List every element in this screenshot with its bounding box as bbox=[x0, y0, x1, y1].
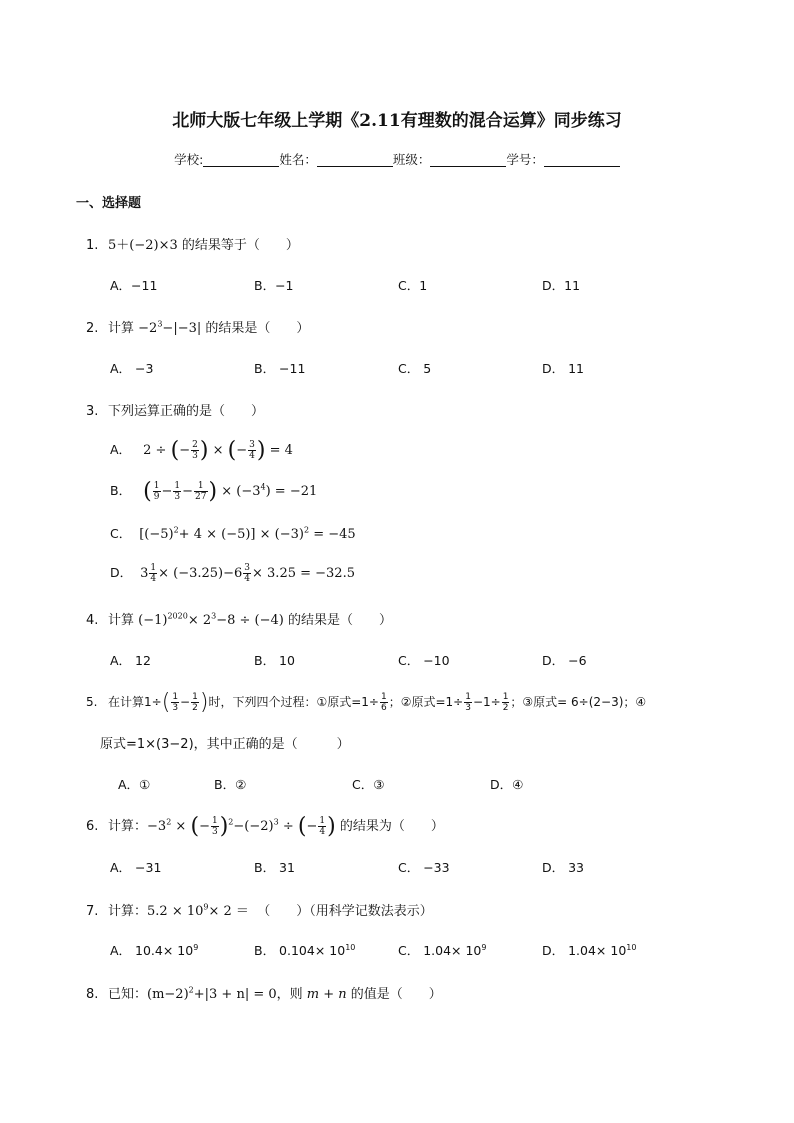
expr-part: 1÷ bbox=[144, 695, 162, 709]
question-4 bbox=[86, 609, 392, 628]
fraction: $\frac{1}{2}$ bbox=[502, 692, 509, 713]
expr-part: ÷ bbox=[282, 819, 294, 834]
question-6: 6. 计算：$-3^2$ × (− $\frac{1}{3}$ )$^2-(-2)^3$ ÷ (− $\frac{1}{4}$ ) 的结果为（ ） bbox=[86, 814, 444, 839]
option-b[interactable]: B．② bbox=[214, 777, 247, 792]
option-c[interactable]: C．③ bbox=[352, 777, 385, 792]
option-b[interactable] bbox=[254, 941, 355, 959]
question-8 bbox=[86, 983, 442, 1002]
expr-exp: 9 bbox=[203, 902, 209, 912]
option-a[interactable]: A． 2 ÷ (− $\frac{2}{3}$ ) × (− $\frac{3}{4}$ ) = 4 bbox=[110, 438, 293, 463]
question-number: 7. bbox=[86, 904, 99, 919]
expr-exp: 3 bbox=[157, 319, 163, 329]
question-pre: 计算： bbox=[108, 819, 148, 834]
option-b[interactable]: B．−1 bbox=[254, 278, 294, 293]
expr-rest: −|−3| bbox=[162, 321, 202, 336]
school-label: 学校: bbox=[174, 152, 204, 167]
expr-part: [(−5) bbox=[139, 527, 174, 542]
fraction: $\frac{1}{3}$ bbox=[465, 692, 471, 713]
option-a[interactable]: A．−11 bbox=[110, 278, 158, 293]
fraction: $\frac{1}{9}$ bbox=[153, 481, 160, 502]
option-a[interactable]: A． 12 bbox=[110, 653, 151, 668]
question-5-line2: 原式=1×(3−2)，其中正确的是（ ） bbox=[100, 737, 350, 752]
fraction: $\frac{1}{27}$ bbox=[195, 481, 207, 502]
fraction: $\frac{1}{6}$ bbox=[380, 692, 387, 713]
expr-exp: 2 bbox=[303, 525, 310, 535]
expr-part: × bbox=[175, 819, 187, 834]
option-letter: C． bbox=[110, 526, 132, 541]
expr-part: = −45 bbox=[313, 527, 356, 542]
question-number: 6. bbox=[86, 819, 99, 834]
option-b[interactable]: B． 31 bbox=[254, 860, 295, 875]
expr-part: × 3.25 = −32.5 bbox=[252, 566, 355, 581]
expr-exp: 2 bbox=[173, 525, 179, 535]
expr-part: 2 ÷ bbox=[143, 443, 167, 458]
fraction: $\frac{1}{3}$ bbox=[172, 692, 179, 713]
option-b[interactable]: B． −11 bbox=[254, 361, 306, 376]
option-d[interactable]: D． −6 bbox=[542, 653, 587, 668]
option-a[interactable]: A． −31 bbox=[110, 860, 162, 875]
question-text: −1÷ bbox=[472, 695, 501, 709]
expr-part: 3 bbox=[140, 566, 149, 581]
option-text: D． 1.04× 10 bbox=[542, 943, 627, 958]
expr-part: × (−3 bbox=[221, 484, 261, 499]
expr-exp: 3 bbox=[211, 611, 217, 621]
name-label: 姓名： bbox=[279, 152, 317, 167]
id-label: 学号： bbox=[506, 152, 544, 167]
expr-part: × bbox=[212, 443, 224, 458]
question-pre: 计算 bbox=[108, 321, 135, 336]
option-letter: A． bbox=[110, 442, 132, 457]
option-d[interactable] bbox=[542, 941, 636, 959]
option-a[interactable] bbox=[110, 941, 198, 959]
expr-part: × 2 ＝ bbox=[208, 904, 249, 919]
option-text: A． 10.4× 10 bbox=[110, 943, 194, 958]
option-exp: 9 bbox=[193, 942, 199, 952]
option-a[interactable]: A．① bbox=[118, 777, 151, 792]
expr-part: ) = −21 bbox=[265, 484, 318, 499]
question-text: ；②原式=1÷ bbox=[388, 695, 464, 709]
expr-part: m + n bbox=[306, 987, 347, 1002]
question-number: 5. bbox=[86, 695, 98, 709]
school-blank[interactable] bbox=[203, 152, 279, 167]
option-d[interactable]: D．④ bbox=[490, 777, 524, 792]
expr-part: × (−3.25)−6 bbox=[158, 566, 243, 581]
option-b[interactable]: B． 10 bbox=[254, 653, 295, 668]
expr-base: −2 bbox=[138, 321, 158, 336]
option-c[interactable]: C．1 bbox=[398, 278, 428, 293]
question-2 bbox=[86, 317, 309, 336]
option-letter: B． bbox=[110, 483, 132, 498]
option-b[interactable]: B． ( $\frac{1}{9}$ − $\frac{1}{3}$ − $\frac{1}{27}$ ) × $(-3^4) = -21$ bbox=[110, 479, 318, 504]
expr-part: +|3 + n| = 0 bbox=[193, 987, 277, 1002]
name-blank[interactable] bbox=[317, 152, 393, 167]
student-info-line bbox=[0, 150, 794, 168]
fraction: $\frac{3}{4}$ bbox=[244, 563, 251, 584]
expr-exp: 2 bbox=[166, 817, 172, 827]
option-c[interactable]: C． −33 bbox=[398, 860, 450, 875]
expr-part: −3 bbox=[147, 819, 167, 834]
question-number: 1. bbox=[86, 238, 99, 253]
question-1 bbox=[86, 234, 299, 253]
question-5: 5. 在计算1÷( $\frac{1}{3}$ − $\frac{1}{2}$ )时，下列四个过程：①原式=1÷ $\frac{1}{6}$ ；②原式=1÷ $\frac{1}{3}$ −1÷ $\frac{1}{2}$ ；③原式= 6÷(2−3)；④ bbox=[86, 690, 647, 715]
question-3 bbox=[86, 400, 264, 419]
question-number: 4. bbox=[86, 613, 99, 628]
expr-part: −8 ÷ (−4) bbox=[216, 613, 284, 628]
id-blank[interactable] bbox=[544, 152, 620, 167]
option-text: B． 0.104× 10 bbox=[254, 943, 346, 958]
option-exp: 10 bbox=[626, 942, 637, 952]
question-text: （ ）（用科学记数法表示） bbox=[257, 904, 433, 919]
fraction: $\frac{1}{2}$ bbox=[192, 692, 198, 713]
question-pre: 在计算 bbox=[108, 695, 145, 709]
class-blank[interactable] bbox=[430, 152, 506, 167]
expr-exp: 3 bbox=[273, 817, 279, 827]
option-d[interactable]: D． 11 bbox=[542, 361, 585, 376]
fraction: $\frac{1}{3}$ bbox=[211, 816, 218, 837]
expr-part: (−1) bbox=[138, 613, 168, 628]
option-d[interactable]: D．11 bbox=[542, 278, 581, 293]
option-exp: 10 bbox=[345, 942, 356, 952]
fraction: $\frac{1}{3}$ bbox=[174, 481, 181, 502]
option-a[interactable]: A． −3 bbox=[110, 361, 154, 376]
question-text: 的结果是（ ） bbox=[205, 321, 310, 336]
option-d[interactable]: D． 33 bbox=[542, 860, 585, 875]
expr-part: 5.2 × 10 bbox=[147, 904, 204, 919]
class-label: 班级： bbox=[392, 152, 431, 167]
fraction: $\frac{2}{3}$ bbox=[192, 440, 198, 461]
option-exp: 9 bbox=[481, 942, 487, 952]
expr-exp: 4 bbox=[260, 482, 266, 492]
fraction: $\frac{3}{4}$ bbox=[249, 440, 255, 461]
question-text: ；③原式= 6÷(2−3)；④ bbox=[510, 695, 647, 709]
fraction: $\frac{1}{4}$ bbox=[319, 816, 326, 837]
question-text: 时，下列四个过程：①原式=1÷ bbox=[208, 695, 379, 709]
option-letter: D． bbox=[110, 565, 133, 580]
expr-part: + 4 × (−5)] × (−3) bbox=[178, 527, 304, 542]
option-d[interactable] bbox=[110, 563, 355, 584]
expr-part: (m−2) bbox=[147, 987, 189, 1002]
expr-exp: 2 bbox=[228, 817, 234, 827]
question-7 bbox=[86, 900, 433, 919]
expr-part: = 4 bbox=[269, 443, 293, 458]
option-text: C． 1.04× 10 bbox=[398, 943, 482, 958]
expr-exp: 2020 bbox=[167, 611, 188, 621]
section-title: 一、选择题 bbox=[76, 196, 142, 211]
question-text: 的结果等于（ ） bbox=[181, 238, 299, 253]
option-c[interactable]: C． 5 bbox=[398, 361, 432, 376]
expr-exp: 2 bbox=[188, 985, 194, 995]
question-text: ，则 bbox=[276, 987, 303, 1002]
question-pre: 计算 bbox=[108, 613, 135, 628]
question-pre: 计算： bbox=[108, 904, 148, 919]
question-text: 的结果为（ ） bbox=[339, 819, 444, 834]
question-expr: 5＋(−2)×3 bbox=[108, 238, 178, 253]
option-c[interactable] bbox=[398, 941, 486, 959]
question-number: 3. bbox=[86, 404, 99, 419]
question-number: 8. bbox=[86, 987, 99, 1002]
question-pre: 已知： bbox=[108, 987, 148, 1002]
expr-part: −(−2) bbox=[233, 819, 274, 834]
option-c[interactable]: C． −10 bbox=[398, 653, 450, 668]
question-text: 的结果是（ ） bbox=[288, 613, 393, 628]
page-title: 北师大版七年级上学期《2.11有理数的混合运算》同步练习 bbox=[172, 111, 622, 131]
question-text: 的值是（ ） bbox=[350, 987, 442, 1002]
question-number: 2. bbox=[86, 321, 99, 336]
fraction: $\frac{1}{4}$ bbox=[150, 563, 157, 584]
option-c[interactable] bbox=[110, 524, 356, 542]
question-text: 下列运算正确的是（ ） bbox=[108, 404, 265, 419]
expr-part: × 2 bbox=[187, 613, 212, 628]
